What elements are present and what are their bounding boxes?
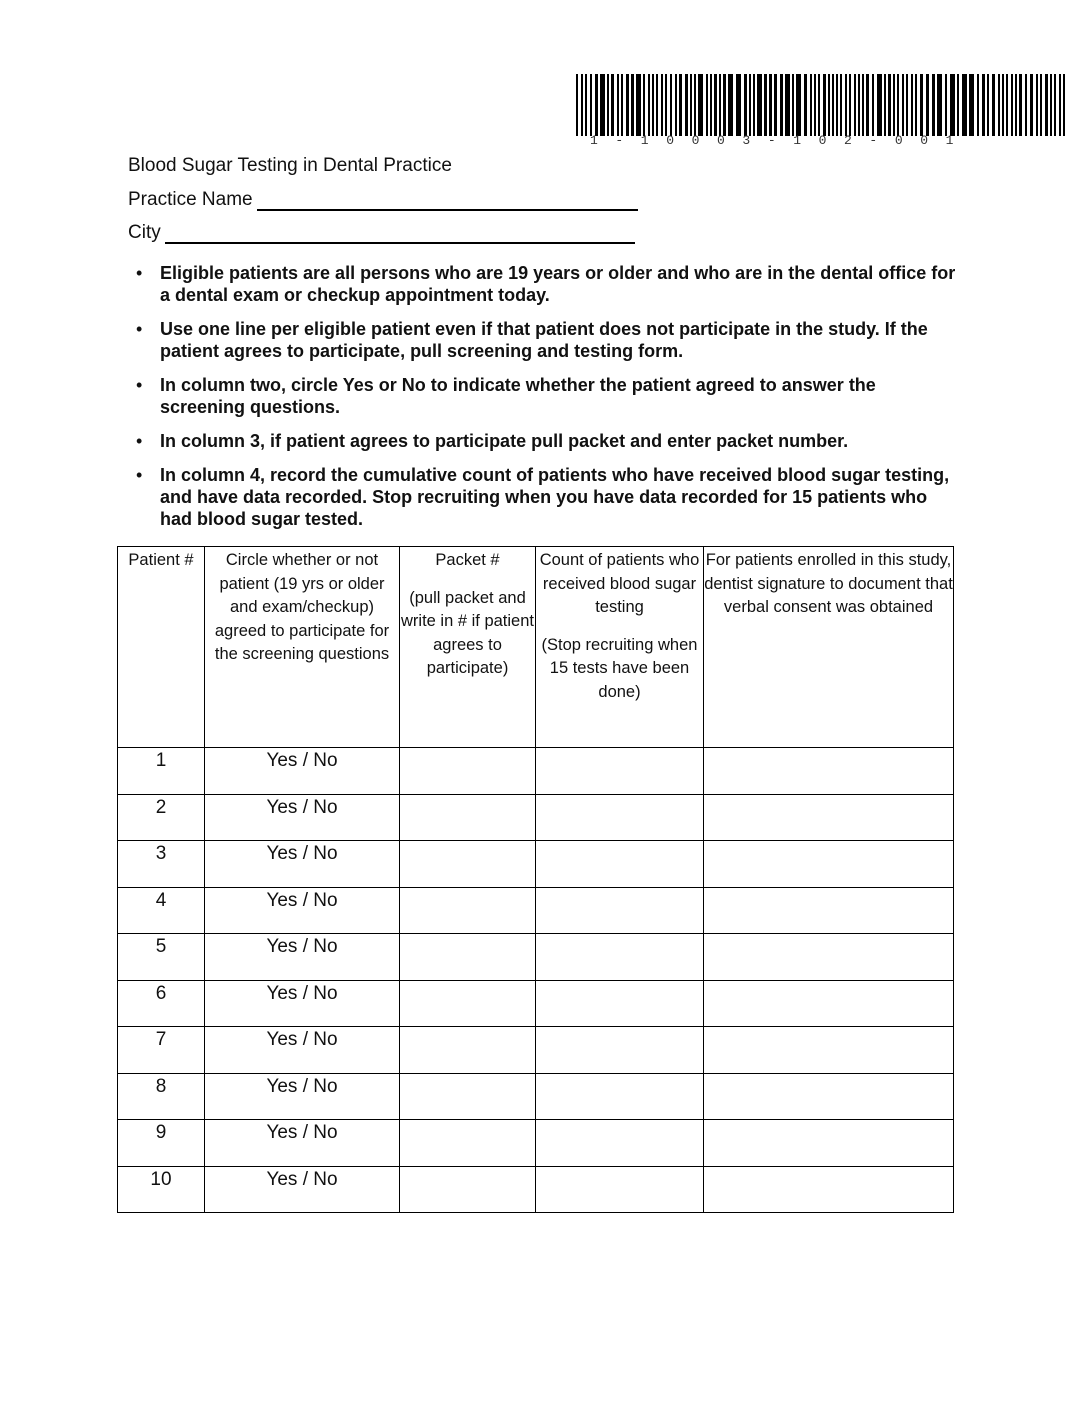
barcode-bar bbox=[643, 74, 645, 136]
count-cell[interactable] bbox=[536, 1027, 704, 1074]
count-cell[interactable] bbox=[536, 887, 704, 934]
city-blank[interactable] bbox=[165, 224, 635, 244]
barcode-bar bbox=[977, 74, 979, 136]
packet-number-cell[interactable] bbox=[400, 1166, 536, 1213]
barcode-bar bbox=[792, 74, 794, 136]
barcode-bar bbox=[710, 74, 712, 136]
barcode-bar bbox=[706, 74, 708, 136]
barcode-bar bbox=[992, 74, 995, 136]
barcode-bar bbox=[937, 74, 942, 136]
barcode-bar bbox=[854, 74, 856, 136]
barcode-bar bbox=[1050, 74, 1052, 136]
barcode-bar bbox=[828, 74, 830, 136]
barcode-bar bbox=[957, 74, 959, 136]
header-count bbox=[536, 547, 704, 748]
patient-number-cell: 8 bbox=[118, 1073, 205, 1120]
patient-number-cell: 6 bbox=[118, 980, 205, 1027]
barcode-bar bbox=[1006, 74, 1008, 136]
barcode-bar bbox=[723, 74, 726, 136]
instruction-item: • Eligible patients are all persons who are 19 years or older and who are in the dental office for a dental exam or checkup appointment today. bbox=[128, 262, 958, 306]
barcode-bar bbox=[757, 74, 762, 136]
barcode-bar bbox=[769, 74, 772, 136]
barcode-bar bbox=[744, 74, 747, 136]
barcode-bar bbox=[872, 74, 874, 136]
packet-number-cell[interactable] bbox=[400, 980, 536, 1027]
barcode-bar bbox=[906, 74, 908, 136]
barcode-bar bbox=[888, 74, 891, 136]
yes-no-cell[interactable]: Yes / No bbox=[205, 887, 400, 934]
yes-no-cell[interactable]: Yes / No bbox=[205, 934, 400, 981]
signature-cell[interactable] bbox=[704, 1073, 954, 1120]
patient-number-cell: 4 bbox=[118, 887, 205, 934]
patient-number-cell: 7 bbox=[118, 1027, 205, 1074]
barcode-bar bbox=[621, 74, 623, 136]
barcode-bar bbox=[849, 74, 851, 136]
barcode-bar bbox=[962, 74, 967, 136]
practice-name-blank[interactable] bbox=[257, 191, 638, 211]
patient-number-cell: 1 bbox=[118, 748, 205, 795]
signature-cell[interactable] bbox=[704, 794, 954, 841]
header-patient-number bbox=[118, 547, 205, 748]
table-row bbox=[118, 1120, 954, 1167]
barcode-bar bbox=[656, 74, 658, 136]
packet-number-cell[interactable] bbox=[400, 1073, 536, 1120]
count-cell[interactable] bbox=[536, 934, 704, 981]
form-title: Blood Sugar Testing in Dental Practice bbox=[128, 155, 452, 176]
barcode-bar bbox=[1015, 74, 1017, 136]
yes-no-cell[interactable]: Yes / No bbox=[205, 1073, 400, 1120]
barcode-bar bbox=[998, 74, 1000, 136]
barcode-bar bbox=[911, 74, 913, 136]
barcode-bar bbox=[774, 74, 777, 136]
table-header-row bbox=[118, 547, 954, 748]
barcode-bar bbox=[581, 74, 583, 136]
barcode-bar bbox=[840, 74, 842, 136]
barcode-bar bbox=[858, 74, 860, 136]
barcode-bar bbox=[600, 74, 605, 136]
barcode-bar bbox=[749, 74, 751, 136]
barcode-bar bbox=[780, 74, 783, 136]
signature-cell[interactable] bbox=[704, 934, 954, 981]
barcode-bar bbox=[1025, 74, 1027, 136]
barcode-bar bbox=[1040, 74, 1042, 136]
yes-no-cell[interactable]: Yes / No bbox=[205, 841, 400, 888]
signature-cell[interactable] bbox=[704, 841, 954, 888]
patient-number-cell: 5 bbox=[118, 934, 205, 981]
barcode-bar bbox=[932, 74, 935, 136]
yes-no-cell[interactable]: Yes / No bbox=[205, 1120, 400, 1167]
barcode-bar bbox=[1030, 74, 1033, 136]
barcode-bar bbox=[617, 74, 619, 136]
table-row bbox=[118, 934, 954, 981]
barcode-bar bbox=[611, 74, 614, 136]
count-cell[interactable] bbox=[536, 1120, 704, 1167]
header-count-note: (Stop recruiting when 15 tests have been done) bbox=[541, 635, 698, 701]
city-field bbox=[128, 222, 635, 244]
barcode-bar bbox=[631, 74, 634, 136]
table-row bbox=[118, 887, 954, 934]
barcode-bar bbox=[884, 74, 886, 136]
table-row bbox=[118, 1073, 954, 1120]
barcode-bar bbox=[728, 74, 733, 136]
barcode-bar bbox=[1045, 74, 1048, 136]
count-cell[interactable] bbox=[536, 1073, 704, 1120]
barcode-bar bbox=[576, 74, 578, 136]
barcode-bar bbox=[694, 74, 696, 136]
barcode-image bbox=[576, 74, 1068, 136]
header-agreed-text: Circle whether or not patient (19 yrs or older and exam/checkup) agreed to participate for the screening questions bbox=[214, 551, 390, 663]
barcode-bar bbox=[753, 74, 755, 136]
barcode-bar bbox=[661, 74, 663, 136]
packet-number-cell[interactable] bbox=[400, 794, 536, 841]
packet-number-cell[interactable] bbox=[400, 748, 536, 795]
barcode-bar bbox=[823, 74, 826, 136]
yes-no-cell[interactable]: Yes / No bbox=[205, 794, 400, 841]
signature-cell[interactable] bbox=[704, 1027, 954, 1074]
header-packet-text: Packet # bbox=[435, 551, 500, 569]
header-count-text: Count of patients who received blood sugar testing bbox=[539, 551, 700, 616]
header-packet-note: (pull packet and write in # if patient agrees to participate) bbox=[401, 588, 534, 677]
barcode-bar bbox=[590, 74, 592, 136]
barcode-bar bbox=[1011, 74, 1013, 136]
barcode-bar bbox=[1002, 74, 1004, 136]
barcode-bar bbox=[595, 74, 598, 136]
signature-cell[interactable] bbox=[704, 1120, 954, 1167]
barcode-bar bbox=[1063, 74, 1065, 136]
patient-log-table bbox=[117, 546, 954, 1213]
barcode-bar bbox=[652, 74, 654, 136]
patient-number-cell: 2 bbox=[118, 794, 205, 841]
barcode-bar bbox=[982, 74, 985, 136]
instruction-item: • Use one line per eligible patient even if that patient does not participate in the study. If the patient agrees to participate, pull screening and testing form. bbox=[128, 318, 958, 362]
packet-number-cell[interactable] bbox=[400, 1120, 536, 1167]
barcode-bar bbox=[902, 74, 904, 136]
yes-no-cell[interactable]: Yes / No bbox=[205, 1027, 400, 1074]
signature-cell[interactable] bbox=[704, 980, 954, 1027]
count-cell[interactable] bbox=[536, 1166, 704, 1213]
barcode-bar bbox=[920, 74, 923, 136]
count-cell[interactable] bbox=[536, 794, 704, 841]
table-row bbox=[118, 980, 954, 1027]
barcode-bar bbox=[719, 74, 721, 136]
barcode-bar bbox=[690, 74, 692, 136]
instruction-item: • In column two, circle Yes or No to indicate whether the patient agreed to answer the screening questions. bbox=[128, 374, 958, 418]
barcode-bar bbox=[836, 74, 838, 136]
barcode-bar bbox=[845, 74, 847, 136]
barcode-bar bbox=[862, 74, 864, 136]
barcode-bar bbox=[987, 74, 989, 136]
count-cell[interactable] bbox=[536, 748, 704, 795]
barcode-number: 1 - 1 0 0 0 3 - 1 0 2 - 0 0 1 bbox=[590, 133, 959, 148]
barcode-bar bbox=[945, 74, 947, 136]
barcode-bar bbox=[607, 74, 609, 136]
barcode-bar bbox=[648, 74, 650, 136]
barcode-bar bbox=[969, 74, 974, 136]
header-packet bbox=[400, 547, 536, 748]
patient-number-cell: 3 bbox=[118, 841, 205, 888]
practice-name-field bbox=[128, 189, 638, 211]
packet-number-cell[interactable] bbox=[400, 887, 536, 934]
barcode-bar bbox=[893, 74, 895, 136]
table-row bbox=[118, 1027, 954, 1074]
barcode-bar bbox=[832, 74, 834, 136]
table-row bbox=[118, 1166, 954, 1213]
barcode-bar bbox=[679, 74, 682, 136]
barcode-bar bbox=[764, 74, 767, 136]
table-row bbox=[118, 794, 954, 841]
barcode-bar bbox=[585, 74, 587, 136]
barcode-bar bbox=[685, 74, 688, 136]
header-signature-text: For patients enrolled in this study, dentist signature to document that verbal consent was obtained bbox=[704, 551, 953, 616]
instructions-list bbox=[128, 262, 958, 542]
count-cell[interactable] bbox=[536, 841, 704, 888]
barcode-bar bbox=[636, 74, 641, 136]
barcode-bar bbox=[626, 74, 629, 136]
table-row bbox=[118, 748, 954, 795]
barcode-bar bbox=[877, 74, 882, 136]
packet-number-cell[interactable] bbox=[400, 841, 536, 888]
barcode-bar bbox=[915, 74, 917, 136]
patient-number-cell: 9 bbox=[118, 1120, 205, 1167]
practice-name-label: Practice Name bbox=[128, 189, 253, 210]
barcode-bar bbox=[698, 74, 703, 136]
barcode-bar bbox=[665, 74, 667, 136]
packet-number-cell[interactable] bbox=[400, 1027, 536, 1074]
instruction-item: • In column 3, if patient agrees to participate pull packet and enter packet number. bbox=[128, 430, 958, 452]
barcode-bar bbox=[926, 74, 929, 136]
barcode-bar bbox=[1036, 74, 1038, 136]
yes-no-cell[interactable]: Yes / No bbox=[205, 980, 400, 1027]
patient-number-cell: 10 bbox=[118, 1166, 205, 1213]
count-cell[interactable] bbox=[536, 980, 704, 1027]
barcode-bar bbox=[1054, 74, 1056, 136]
barcode-bar bbox=[714, 74, 717, 136]
barcode-bar bbox=[866, 74, 869, 136]
barcode-bar bbox=[675, 74, 677, 136]
instruction-item: • In column 4, record the cumulative count of patients who have received blood sugar testing, and have data recorded. Stop recruiting when you have data recorded for 15 patients who had blood sugar tested. bbox=[128, 464, 958, 530]
header-patient-text: Patient # bbox=[128, 551, 194, 569]
table-row bbox=[118, 841, 954, 888]
header-agreed bbox=[205, 547, 400, 748]
barcode-bar bbox=[810, 74, 812, 136]
barcode-bar bbox=[950, 74, 955, 136]
yes-no-cell[interactable]: Yes / No bbox=[205, 748, 400, 795]
barcode-bar bbox=[736, 74, 741, 136]
barcode-bar bbox=[785, 74, 790, 136]
barcode-bar bbox=[796, 74, 801, 136]
signature-cell[interactable] bbox=[704, 887, 954, 934]
barcode-bar bbox=[1019, 74, 1022, 136]
city-label: City bbox=[128, 222, 161, 243]
barcode-bar bbox=[670, 74, 672, 136]
header-signature bbox=[704, 547, 954, 748]
barcode-bar bbox=[814, 74, 816, 136]
signature-cell[interactable] bbox=[704, 748, 954, 795]
yes-no-cell[interactable]: Yes / No bbox=[205, 1166, 400, 1213]
barcode-bar bbox=[1059, 74, 1061, 136]
barcode-bar bbox=[804, 74, 807, 136]
packet-number-cell[interactable] bbox=[400, 934, 536, 981]
signature-cell[interactable] bbox=[704, 1166, 954, 1213]
barcode-bar bbox=[897, 74, 899, 136]
barcode-bar bbox=[818, 74, 820, 136]
